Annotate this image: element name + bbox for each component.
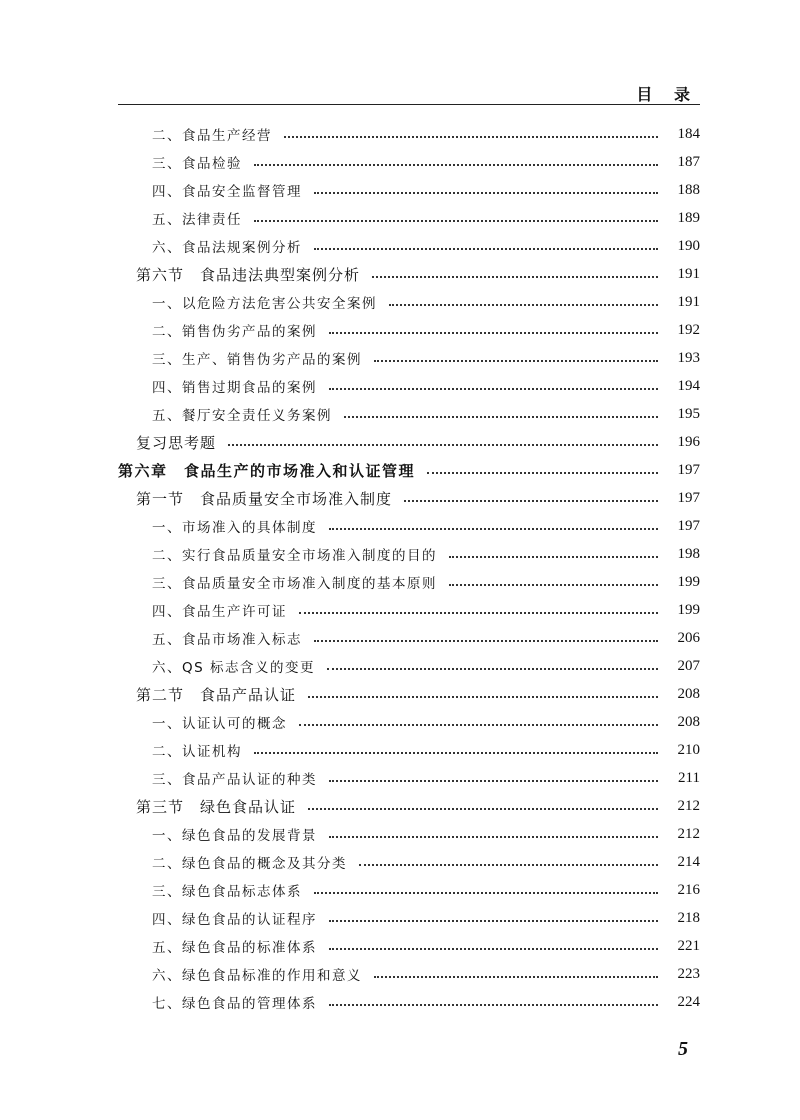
toc-entry-item[interactable]: [118, 904, 700, 932]
dot-leader: [314, 191, 658, 194]
toc-entry-page-number: 191: [677, 293, 700, 310]
toc-entry-page-number: 190: [677, 237, 700, 254]
toc-entry-label: 第六节 食品违法典型案例分析: [136, 265, 361, 284]
toc-entry-item[interactable]: [118, 708, 700, 736]
dot-leader: [254, 751, 658, 754]
toc-entry-label: 第六章 食品生产的市场准入和认证管理: [118, 461, 416, 480]
toc-entry-label: 一、认证认可的概念: [152, 716, 287, 732]
dot-leader: [254, 163, 658, 166]
toc-entry-page-number: 208: [677, 685, 700, 702]
dot-leader: [329, 387, 658, 390]
dot-leader: [344, 415, 658, 418]
dot-leader: [404, 499, 658, 502]
toc-entry-label: 三、食品产品认证的种类: [152, 772, 317, 788]
toc-entry-page-number: 199: [677, 573, 700, 590]
toc-entry-item[interactable]: [118, 148, 700, 176]
toc-entry-label: 四、食品安全监督管理: [152, 184, 302, 200]
toc-entry-item[interactable]: [118, 288, 700, 316]
toc-entry-item[interactable]: [118, 568, 700, 596]
toc-entry-label: 四、食品生产许可证: [152, 604, 287, 620]
toc-entry-label: 五、法律责任: [152, 212, 242, 228]
toc-entry-page-number: 207: [677, 657, 700, 674]
toc-entry-label: 复习思考题: [136, 433, 217, 452]
toc-entry-label: 一、以危险方法危害公共安全案例: [152, 296, 377, 312]
toc-entry-label: 三、食品质量安全市场准入制度的基本原则: [152, 576, 437, 592]
toc-entry-label: 七、绿色食品的管理体系: [152, 996, 317, 1012]
header-rule: [118, 104, 700, 105]
toc-entry-page-number: 210: [677, 741, 700, 758]
toc-entry-item[interactable]: [118, 848, 700, 876]
toc-entry-page-number: 218: [677, 909, 700, 926]
toc-entry-page-number: 191: [677, 265, 700, 282]
toc-entry-page-number: 197: [677, 461, 700, 478]
toc-entry-item[interactable]: [118, 960, 700, 988]
dot-leader: [427, 471, 658, 474]
toc-entry-item[interactable]: [118, 820, 700, 848]
toc-entry-item[interactable]: [118, 988, 700, 1016]
toc-entry-item[interactable]: [118, 204, 700, 232]
toc-entry-item[interactable]: [118, 624, 700, 652]
toc-entry-label: 二、销售伪劣产品的案例: [152, 324, 317, 340]
dot-leader: [374, 975, 658, 978]
toc-entry-item[interactable]: [118, 316, 700, 344]
toc-entry-page-number: 214: [677, 853, 700, 870]
dot-leader: [372, 275, 658, 278]
toc-entry-page-number: 198: [677, 545, 700, 562]
toc-entry-label: 三、食品检验: [152, 156, 242, 172]
toc-entry-page-number: 224: [677, 993, 700, 1010]
toc-entry-page-number: 206: [677, 629, 700, 646]
toc-entry-item[interactable]: [118, 232, 700, 260]
toc-entry-page-number: 197: [677, 517, 700, 534]
toc-entry-section[interactable]: [118, 680, 700, 708]
toc-entry-label: 一、绿色食品的发展背景: [152, 828, 317, 844]
toc-entry-label: 五、食品市场准入标志: [152, 632, 302, 648]
dot-leader: [308, 807, 658, 810]
toc-entry-label: 三、绿色食品标志体系: [152, 884, 302, 900]
toc-entry-page-number: 187: [677, 153, 700, 170]
dot-leader: [374, 359, 658, 362]
toc-entry-page-number: 211: [678, 769, 700, 786]
toc-entry-page-number: 216: [677, 881, 700, 898]
dot-leader: [329, 779, 658, 782]
toc-entry-section[interactable]: [118, 260, 700, 288]
dot-leader: [308, 695, 658, 698]
toc-entry-item[interactable]: [118, 736, 700, 764]
page-number: 5: [678, 1038, 688, 1060]
toc-entry-page-number: 193: [677, 349, 700, 366]
dot-leader: [389, 303, 658, 306]
toc-entry-page-number: 221: [677, 937, 700, 954]
toc-entry-page-number: 212: [677, 797, 700, 814]
toc-entry-item[interactable]: [118, 764, 700, 792]
toc-entry-page-number: 196: [677, 433, 700, 450]
dot-leader: [299, 611, 658, 614]
toc-entry-review[interactable]: [118, 428, 700, 456]
toc-entry-section[interactable]: [118, 484, 700, 512]
dot-leader: [228, 443, 658, 446]
dot-leader: [284, 135, 658, 138]
dot-leader: [329, 947, 658, 950]
toc-entry-page-number: 189: [677, 209, 700, 226]
toc-entry-label: 一、市场准入的具体制度: [152, 520, 317, 536]
toc-entry-label: 二、绿色食品的概念及其分类: [152, 856, 347, 872]
toc-entry-page-number: 195: [677, 405, 700, 422]
dot-leader: [329, 1003, 658, 1006]
toc-entry-label: 第一节 食品质量安全市场准入制度: [136, 489, 393, 508]
dot-leader: [314, 639, 658, 642]
toc-entry-label: 第三节 绿色食品认证: [136, 797, 297, 816]
toc-entry-item[interactable]: [118, 540, 700, 568]
toc-entry-item[interactable]: [118, 372, 700, 400]
toc-entry-label: 二、认证机构: [152, 744, 242, 760]
toc-entry-item[interactable]: [118, 176, 700, 204]
toc-entry-label: 六、食品法规案例分析: [152, 240, 302, 256]
toc-entry-item[interactable]: [118, 652, 700, 680]
dot-leader: [314, 891, 658, 894]
toc-entry-label: 三、生产、销售伪劣产品的案例: [152, 352, 362, 368]
dot-leader: [327, 667, 658, 670]
toc-entry-page-number: 212: [677, 825, 700, 842]
toc-entry-page-number: 208: [677, 713, 700, 730]
toc-entry-label: 六、绿色食品标准的作用和意义: [152, 968, 362, 984]
toc-entry-label: 二、实行食品质量安全市场准入制度的目的: [152, 548, 437, 564]
toc-entry-page-number: 188: [677, 181, 700, 198]
toc-entry-label: 五、绿色食品的标准体系: [152, 940, 317, 956]
toc-entry-label: 四、绿色食品的认证程序: [152, 912, 317, 928]
toc-entry-label: 第二节 食品产品认证: [136, 685, 297, 704]
toc-entry-label: 六、QS 标志含义的变更: [152, 660, 315, 676]
toc-entry-page-number: 223: [677, 965, 700, 982]
toc-entry-page-number: 194: [677, 377, 700, 394]
toc-entry-label: 四、销售过期食品的案例: [152, 380, 317, 396]
dot-leader: [329, 919, 658, 922]
dot-leader: [449, 555, 658, 558]
toc-entry-page-number: 199: [677, 601, 700, 618]
dot-leader: [299, 723, 658, 726]
toc-entry-item[interactable]: [118, 876, 700, 904]
dot-leader: [314, 247, 658, 250]
toc-entry-page-number: 184: [677, 125, 700, 142]
dot-leader: [254, 219, 658, 222]
toc-entry-page-number: 192: [677, 321, 700, 338]
toc-entry-item[interactable]: [118, 400, 700, 428]
toc-entry-label: 二、食品生产经营: [152, 128, 272, 144]
toc-entry-item[interactable]: [118, 596, 700, 624]
table-of-contents: [118, 120, 700, 1016]
toc-entry-label: 五、餐厅安全责任义务案例: [152, 408, 332, 424]
toc-entry-section[interactable]: [118, 792, 700, 820]
running-header-title: 目 录: [636, 85, 698, 104]
toc-entry-page-number: 197: [677, 489, 700, 506]
dot-leader: [329, 527, 658, 530]
toc-entry-item[interactable]: [118, 120, 700, 148]
toc-entry-chapter[interactable]: [118, 456, 700, 484]
toc-entry-item[interactable]: [118, 344, 700, 372]
toc-entry-item[interactable]: [118, 932, 700, 960]
dot-leader: [359, 863, 658, 866]
dot-leader: [329, 331, 658, 334]
dot-leader: [329, 835, 658, 838]
toc-entry-item[interactable]: [118, 512, 700, 540]
dot-leader: [449, 583, 658, 586]
